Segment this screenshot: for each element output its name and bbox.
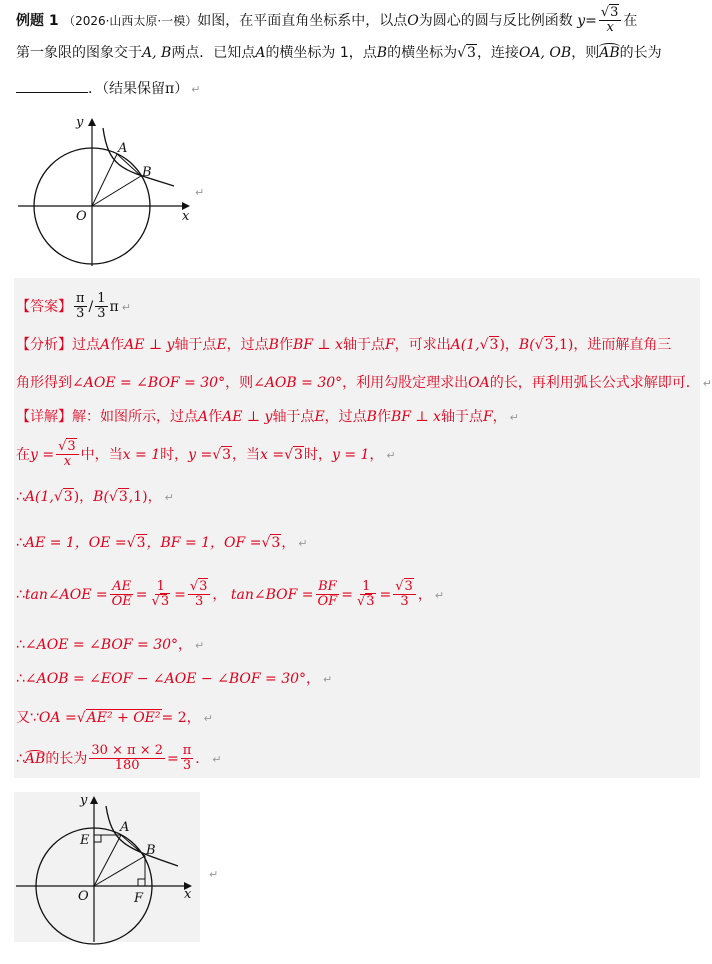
detail-line-7: ∴∠AOB = ∠EOF − ∠AOE − ∠BOF = 30°， ↵: [16, 671, 333, 687]
hyperbola: [106, 806, 178, 866]
eq-2: = 2: [161, 710, 187, 726]
point-B-end: ,1): [128, 489, 148, 505]
segment-AB: [121, 835, 145, 856]
paragraph-mark: ↵: [509, 411, 519, 424]
paragraph-mark: ↵: [121, 300, 131, 314]
label-x: x: [184, 887, 192, 902]
analysis-line-2: [16, 372, 712, 392]
math-y: y: [577, 12, 586, 29]
problem-text: ．（结果保留: [88, 81, 165, 97]
math-E: E: [216, 337, 227, 353]
math-aob: ∠AOB = 30°: [253, 375, 343, 391]
label-A: A: [120, 820, 130, 835]
problem-line-1: [16, 6, 695, 36]
text: 作: [278, 337, 293, 353]
detail-line-1: [16, 406, 695, 426]
right-angle-E: [94, 835, 101, 842]
text: ，过点: [226, 337, 269, 353]
arc-AB: AB: [24, 750, 46, 767]
math-OA-OB: OA, OB: [518, 45, 572, 61]
math-pi: π: [165, 81, 175, 97]
detail-line-2: [16, 440, 695, 470]
point-B-end: ,1): [554, 337, 574, 353]
math-oa-eq: OA =: [38, 710, 77, 726]
paragraph-mark: ↵: [386, 448, 396, 462]
text: 在: [16, 446, 30, 463]
sqrt3: √3: [284, 446, 303, 463]
paragraph-mark: ↵: [323, 673, 333, 686]
math-A: A: [100, 337, 111, 353]
text: ，: [369, 446, 384, 463]
text: 解：如图所示，过点: [72, 409, 198, 425]
sqrt3: √3: [261, 535, 281, 551]
math-tan-aoe: tan∠AOE =: [24, 586, 108, 603]
answer-blank: [16, 78, 88, 93]
math-A: A: [198, 409, 209, 425]
label-O: O: [76, 209, 87, 224]
paragraph-mark: ↵: [434, 588, 445, 602]
frac-BF-OF: $\frac{BF}{OF}$: [317, 579, 338, 610]
sqrt3: √3: [479, 337, 499, 353]
text: ，当: [232, 446, 261, 463]
text: 中，当: [80, 446, 123, 463]
text: 作: [110, 337, 125, 353]
eq: =: [379, 586, 392, 603]
slash: /: [88, 298, 94, 315]
math-O: O: [407, 12, 419, 29]
text: 轴于点: [272, 409, 315, 425]
frac-1-sqrt3: $\frac{1}{√3}$: [151, 579, 170, 610]
text: 时，: [160, 446, 189, 463]
text: 过点: [72, 337, 100, 353]
eq: =: [167, 750, 179, 767]
problem-text: 为圆心的圆与反比例函数: [418, 12, 573, 29]
sqrt3: √3: [534, 337, 554, 353]
frac-pi-3: $\frac{\pi}{3}$: [182, 743, 192, 774]
text: ，进而解直角三: [573, 337, 672, 353]
arc-AB: AB: [599, 45, 620, 61]
detail-line-4: ∴AE = 1，OE =√3，BF = 1，OF =√3， ↵: [16, 535, 308, 551]
math-y1: y = 1: [331, 446, 370, 463]
label-B: B: [146, 843, 156, 858]
math-A: A: [255, 45, 266, 61]
point-B: B(: [93, 489, 109, 505]
therefore: ∴: [16, 750, 25, 767]
text: ，可求出: [394, 337, 451, 353]
sqrt3: √3: [126, 535, 146, 551]
text: 时，: [303, 446, 332, 463]
problem-text: 两点．已知点: [171, 45, 256, 61]
paragraph-mark: ↵: [164, 491, 174, 504]
sqrt-ae2-oe2: √AE² + OE²: [76, 710, 161, 726]
therefore: ∴: [16, 671, 25, 687]
frac-arc-formula: $\frac{30 \times \pi \times 2}{180}$: [91, 743, 163, 774]
paragraph-mark: ↵: [702, 377, 712, 390]
paren: ): [73, 489, 80, 505]
fraction-sqrt3-over-x: $\frac{√3}{x}$: [599, 6, 622, 36]
frac-sqrt3-3: $\frac{√3}{3}$: [393, 580, 416, 610]
therefore: ∴: [16, 586, 25, 603]
math-eq: =: [585, 12, 597, 29]
text: 又∵: [16, 710, 39, 726]
answer-line: [16, 292, 695, 322]
math-tan-bof: tan∠BOF =: [230, 586, 314, 603]
math-BF-perp-x: BF ⊥ x: [390, 409, 441, 425]
right-angle-F: [138, 879, 145, 886]
text: 的长为: [45, 750, 88, 767]
label-B: B: [142, 165, 152, 180]
paragraph-mark: ↵: [209, 868, 219, 881]
therefore: ∴: [16, 535, 25, 551]
text: 作: [376, 409, 391, 425]
text: ．: [195, 750, 210, 767]
problem-text: 的长为: [619, 45, 662, 61]
sqrt3: √3: [457, 45, 476, 61]
sqrt3: √3: [53, 489, 73, 505]
problem-label: 例题 1: [16, 12, 59, 29]
math-AE-perp-y: AE ⊥ y: [222, 409, 273, 425]
math-lens-b: ，BF = 1，OF =: [146, 535, 262, 551]
frac-AE-OE: $\frac{AE}{OE}$: [111, 579, 132, 610]
detail-line-6: ∴∠AOE = ∠BOF = 30°， ↵: [16, 637, 205, 653]
text: 的长，再利用弧长公式求解即可．: [489, 375, 700, 391]
text: 作: [208, 409, 223, 425]
figure-2: [14, 792, 204, 944]
problem-line-3: [16, 78, 695, 98]
text: ，利用勾股定理求出: [342, 375, 469, 391]
point-A: A(1,: [24, 489, 54, 505]
math-BF-perp-x: BF ⊥ x: [292, 337, 343, 353]
text: ，过点: [324, 409, 367, 425]
math-lens-a: AE = 1，OE =: [24, 535, 127, 551]
fraction-sqrt3-over-x: $\frac{√3}{x}$: [56, 440, 79, 470]
detail-line-3: ∴A(1,√3)，B(√3,1)， ↵: [16, 489, 174, 505]
problem-text: 在: [623, 12, 638, 29]
math-aob-eq: ∠AOB = ∠EOF − ∠AOE − ∠BOF = 30°: [24, 671, 307, 687]
label-x: x: [182, 209, 190, 224]
problem-text: 第一象限的图象交于: [16, 45, 142, 61]
therefore: ∴: [16, 637, 25, 653]
math-B: B: [366, 409, 377, 425]
math-B: B: [376, 45, 388, 61]
math-F: F: [482, 409, 493, 425]
analysis-tag: 【分析】: [16, 337, 72, 353]
eq: =: [341, 586, 353, 603]
math-OA: OA: [468, 375, 490, 391]
detail-tag: 【详解】: [16, 409, 72, 425]
label-F: F: [134, 891, 144, 906]
sqrt3: √3: [108, 489, 128, 505]
paragraph-mark: ↵: [212, 752, 222, 766]
problem-text: ）: [174, 81, 189, 97]
paragraph-mark: ↵: [191, 83, 201, 96]
paren: ): [499, 337, 505, 353]
therefore: ∴: [16, 489, 25, 505]
frac-1-3: $\frac{1}{3}$: [97, 291, 106, 322]
paragraph-mark: ↵: [195, 186, 205, 199]
frac-1-sqrt3: $\frac{1}{√3}$: [356, 579, 375, 610]
text: 轴于点: [440, 409, 483, 425]
math-y-eq: y =: [30, 446, 55, 463]
detail-line-5: ∴tan∠AOE = $\frac{AE}{OE}$ = $\frac{1}{√3}$ = $\frac{√3}{3}$ ， tan∠BOF = $\frac{BF}{OF}$ = $\frac{1}{√3}$ = $\frac{√3}{3}$ ， ↵: [16, 579, 445, 610]
math-AB: A, B: [142, 45, 172, 61]
text: ，: [492, 409, 507, 425]
analysis-line-1: 【分析】过点A作AE ⊥ y轴于点E，过点B作BF ⊥ x轴于点F，可求出A(1,√3)，B(√3,1)，进而解直角三: [16, 337, 672, 353]
label-A: A: [118, 141, 128, 156]
paragraph-mark: ↵: [298, 537, 308, 550]
math-F: F: [384, 337, 395, 353]
math-y: y =: [188, 446, 213, 463]
y-arrow: [90, 796, 98, 804]
paragraph-mark: ↵: [195, 639, 205, 652]
figure-1: [14, 110, 214, 270]
label-y: y: [76, 115, 84, 130]
text: ，则: [225, 375, 254, 391]
point-A: A(1,: [450, 337, 480, 353]
text: 角形得到: [16, 375, 72, 391]
math-angles: ∠AOE = ∠BOF = 30°: [72, 375, 226, 391]
answer-tag: 【答案】: [16, 298, 72, 315]
detail-line-9: [16, 744, 695, 774]
point-B: B(: [518, 337, 535, 353]
frac-pi-3: $\frac{\pi}{3}$: [76, 291, 85, 322]
problem-source: （2026·山西太原·一模）: [63, 13, 198, 28]
math-pi: π: [109, 298, 119, 315]
label-E: E: [80, 833, 90, 848]
eq: =: [174, 586, 186, 603]
problem-text: 如图，在平面直角坐标系中，以点: [197, 12, 408, 29]
math-angles-eq: ∠AOE = ∠BOF = 30°: [24, 637, 179, 653]
math-B: B: [268, 337, 279, 353]
problem-text: ，则: [571, 45, 600, 61]
problem-text: 的横坐标为: [387, 45, 458, 61]
label-y: y: [80, 793, 88, 808]
eq: =: [135, 586, 148, 603]
detail-line-8: 又∵OA =√AE² + OE²= 2， ↵: [16, 710, 213, 726]
y-arrow: [88, 118, 96, 126]
math-x-eq: x =: [260, 446, 285, 463]
text: 轴于点: [342, 337, 385, 353]
problem-line-2: [16, 42, 695, 62]
math-x1: x = 1: [122, 446, 161, 463]
problem-text: ，连接: [476, 45, 519, 61]
sqrt3: √3: [212, 446, 232, 463]
label-O: O: [78, 889, 89, 904]
math-E: E: [314, 409, 325, 425]
paragraph-mark: ↵: [203, 712, 213, 725]
frac-sqrt3-3: $\frac{√3}{3}$: [188, 580, 211, 610]
problem-text: 的横坐标为 1，点: [265, 45, 377, 61]
math-AE-perp-y: AE ⊥ y: [124, 337, 175, 353]
text: 轴于点: [174, 337, 217, 353]
